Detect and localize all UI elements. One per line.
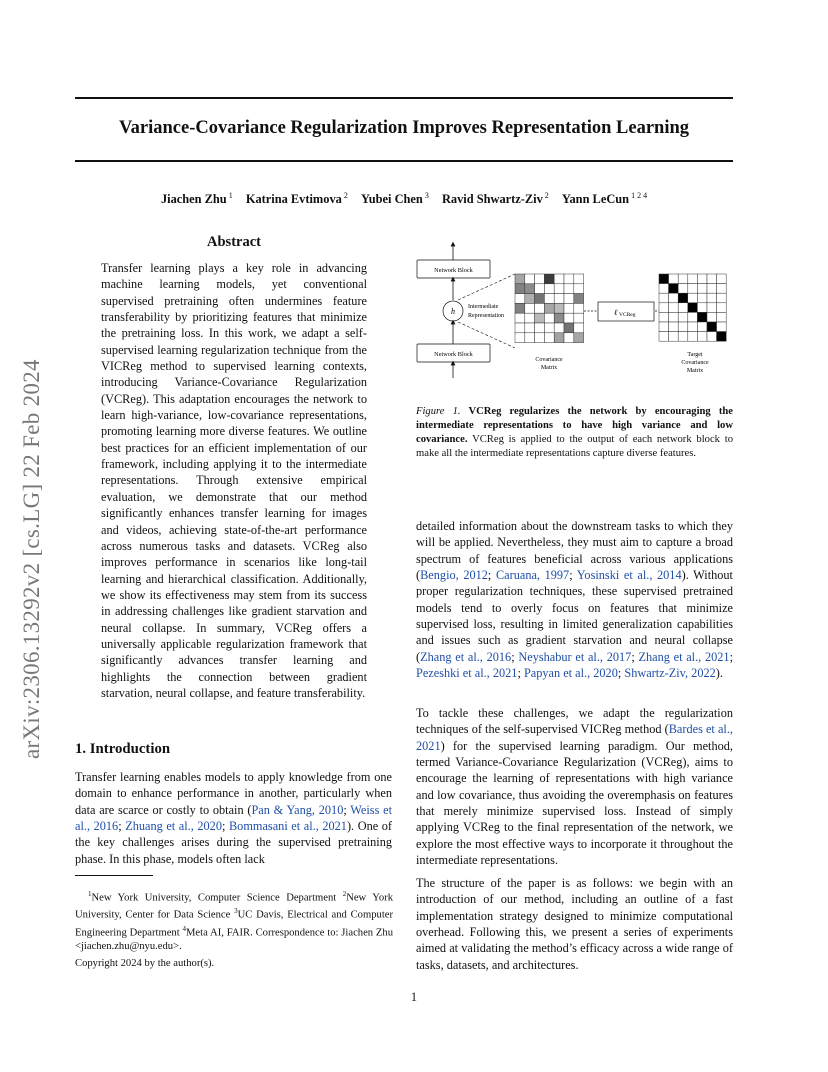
- intro-continued-paragraph: detailed information about the downstream tasks to which they will be applied. Nevertheless, they must aim to capture a broad spectrum of features beneficial across various applications (Bengio, 2012; Caruana, 1997; Yosinski et al., 2014). Without proper regularization techniques, these supervised pretrained models tend to overly focus on features that minimize supervised loss, resulting in limited generalization capabilities and issues such as gradient starvation and neural collapse (Zhang et al., 2016; Neyshabur et al., 2017; Zhang et al., 2021; Pezeshki et al., 2021; Papyan et al., 2020; Shwartz-Ziv, 2022).: [416, 519, 733, 681]
- introduction-heading: 1. Introduction: [75, 741, 171, 757]
- matrix-cell: [697, 293, 707, 303]
- matrix-cell: [554, 303, 564, 313]
- network-block-top-label: Network Block: [434, 267, 473, 274]
- matrix-cell: [515, 294, 525, 304]
- citation-link[interactable]: Pezeshki et al., 2021: [416, 666, 518, 681]
- matrix-cell: [697, 322, 707, 332]
- matrix-cell: [717, 284, 727, 294]
- matrix-cell: [669, 303, 679, 313]
- citation-link[interactable]: Zhang et al., 2016: [420, 649, 512, 664]
- author: Jiachen Zhu $^1$: [160, 191, 233, 207]
- matrix-cell: [669, 293, 679, 303]
- loss-symbol: ℓ: [614, 308, 618, 317]
- matrix-cell: [697, 332, 707, 342]
- matrix-cell: [554, 333, 564, 343]
- matrix-cell: [659, 274, 669, 284]
- matrix-cell: [678, 332, 688, 342]
- footnote-rule: [75, 875, 153, 876]
- matrix-cell: [688, 303, 698, 313]
- matrix-cell: [717, 312, 727, 322]
- matrix-cell: [535, 313, 545, 323]
- citation-link[interactable]: Shwartz-Ziv, 2022: [624, 666, 716, 681]
- matrix-cell: [717, 293, 727, 303]
- matrix-cell: [707, 303, 717, 313]
- matrix-cell: [525, 303, 535, 313]
- matrix-cell: [574, 333, 584, 343]
- matrix-cell: [688, 332, 698, 342]
- matrix-cell: [678, 284, 688, 294]
- matrix-cell: [525, 333, 535, 343]
- figure-1-diagram: [412, 238, 732, 380]
- matrix-cell: [564, 333, 574, 343]
- matrix-cell: [535, 303, 545, 313]
- matrix-cell: [554, 284, 564, 294]
- matrix-cell: [697, 303, 707, 313]
- matrix-cell: [544, 313, 554, 323]
- introduction-text: Transfer learning enables models to apply knowledge from one domain to enhance performance in another, particularly when data are scarce or costly to obtain (Pan & Yang, 2010; Weiss et al., 2016; Zhuang et al., 2020; Bommasani et al., 2021). One of the key challenges arises during the supervised pretraining phase. In this phase, models often lack: [75, 770, 392, 866]
- matrix-cell: [564, 284, 574, 294]
- matrix-cell: [707, 332, 717, 342]
- paper-title: Variance-Covariance Regularization Improves Representation Learning: [118, 118, 690, 138]
- matrix-cell: [564, 313, 574, 323]
- matrix-cell: [564, 323, 574, 333]
- matrix-cell: [659, 284, 669, 294]
- matrix-cell: [535, 284, 545, 294]
- intermediate-label: Intermediate: [468, 304, 499, 310]
- matrix-cell: [515, 323, 525, 333]
- matrix-cell: [678, 274, 688, 284]
- matrix-cell: [544, 323, 554, 333]
- matrix-cell: [574, 284, 584, 294]
- matrix-cell: [688, 312, 698, 322]
- matrix-cell: [574, 274, 584, 284]
- abstract-heading: Abstract: [207, 234, 261, 250]
- target-matrix-label: Matrix: [686, 368, 704, 374]
- citation-link[interactable]: Papyan et al., 2020: [523, 666, 618, 681]
- author-list: [75, 191, 733, 207]
- matrix-cell: [544, 274, 554, 284]
- matrix-cell: [678, 322, 688, 332]
- matrix-cell: [688, 274, 698, 284]
- target-covariance-label: Covariance: [681, 360, 709, 366]
- matrix-cell: [564, 294, 574, 304]
- matrix-cell: [515, 333, 525, 343]
- matrix-cell: [515, 274, 525, 284]
- matrix-cell: [669, 322, 679, 332]
- matrix-cell: [564, 303, 574, 313]
- matrix-cell: [525, 313, 535, 323]
- matrix-cell: [535, 333, 545, 343]
- matrix-cell: [515, 313, 525, 323]
- matrix-cell: [554, 294, 564, 304]
- author: Ravid Shwartz-Ziv $^2$: [441, 191, 549, 207]
- author: Yann LeCun $^{1 2 4}$: [561, 191, 648, 207]
- matrix-cell: [515, 284, 525, 294]
- copyright-notice: Copyright 2024 by the author(s).: [75, 958, 215, 969]
- citation-link[interactable]: Neyshabur et al., 2017: [518, 649, 632, 664]
- matrix-cell: [574, 303, 584, 313]
- matrix-cell: [717, 303, 727, 313]
- abstract-text: Transfer learning plays a key role in advancing machine learning models, yet conventional supervised pretraining often undermines feature transferability by prioritizing features that minimize the pretraining loss. In this work, we adapt a self-supervised learning regularization technique from the VICReg method to supervised learning contexts, introducing Variance-Covariance Regularization (VCReg). This adaptation encourages the network to learn high-variance, low-covariance representations, promoting learning more diverse features. We outline best practices for an efficient implementation of our framework, including applying it to the intermediate representations. Through extensive empirical evaluation, we demonstrate that our method significantly enhances transfer learning for images and videos, achieving state-of-the-art performance across numerous tasks and datasets. VCReg also improves performance in scenarios like long-tail learning and hierarchical classification. Additionally, we show its effectiveness may stem from its success in addressing challenges like gradient starvation and neural collapse. In summary, VCReg offers a universally applicable regularization framework that significantly advances transfer learning and highlights the connection between gradient starvation, neural collapse, and feature transferability.: [101, 261, 367, 700]
- matrix-cell: [678, 303, 688, 313]
- matrix-cell: [659, 293, 669, 303]
- citation-link[interactable]: Bengio, 2012: [420, 568, 488, 583]
- matrix-cell: [525, 284, 535, 294]
- loss-subscript: VCReg: [619, 312, 636, 318]
- matrix-cell: [659, 332, 669, 342]
- matrix-cell: [544, 284, 554, 294]
- arxiv-identifier: arXiv:2306.13292v2 [cs.LG] 22 Feb 2024: [19, 359, 44, 759]
- matrix-cell: [688, 284, 698, 294]
- vcreg-method-paragraph: To tackle these challenges, we adapt the regularization techniques of the self-supervised VICReg method (Bardes et al., 2021) for the supervised learning paradigm. Our method, termed Variance-Covariance Regularization (VCReg), aims to encourage the learning of representations with high variance and low covariance, thus avoiding the overemphasis on features that merely minimize supervised loss. Instead of simply applying VCReg to the final representation of the network, we explore the most effective ways to incorporate it throughout the intermediate representations.: [416, 706, 733, 868]
- matrix-cell: [688, 293, 698, 303]
- author: Katrina Evtimova $^2$: [245, 191, 348, 207]
- figure-1-caption: Figure 1. VCReg regularizes the network by encouraging the intermediate representations to have high variance and low covariance. VCReg is applied to the output of each network block to make all the intermediate representations capture diverse features.: [416, 406, 733, 459]
- network-block-bottom-label: Network Block: [434, 351, 473, 358]
- citation-link[interactable]: Weiss et al., 2016: [75, 802, 392, 834]
- covariance-label: Covariance: [535, 357, 563, 363]
- representation-label: Representation: [468, 313, 504, 319]
- matrix-cell: [697, 312, 707, 322]
- matrix-cell: [525, 274, 535, 284]
- matrix-cell: [678, 293, 688, 303]
- matrix-cell: [525, 294, 535, 304]
- title-bottom-rule: [75, 160, 733, 162]
- page-number: 1: [410, 990, 418, 1004]
- covariance-matrix-label: Matrix: [540, 365, 558, 371]
- matrix-cell: [707, 312, 717, 322]
- title-top-rule: [75, 97, 733, 99]
- matrix-cell: [717, 322, 727, 332]
- matrix-cell: [688, 322, 698, 332]
- matrix-cell: [669, 284, 679, 294]
- matrix-cell: [678, 312, 688, 322]
- matrix-cell: [544, 294, 554, 304]
- citation-link[interactable]: Yosinski et al., 2014: [576, 568, 682, 583]
- matrix-cell: [515, 303, 525, 313]
- target-label: Target: [687, 352, 703, 358]
- covariance-matrix: [515, 274, 584, 343]
- matrix-cell: [697, 274, 707, 284]
- matrix-cell: [554, 313, 564, 323]
- matrix-cell: [544, 333, 554, 343]
- matrix-cell: [525, 323, 535, 333]
- matrix-cell: [535, 323, 545, 333]
- matrix-cell: [707, 293, 717, 303]
- matrix-cell: [659, 322, 669, 332]
- citation-link[interactable]: Pan & Yang, 2010: [251, 802, 344, 817]
- citation-link[interactable]: Zhuang et al., 2020: [125, 819, 222, 834]
- paper-structure-paragraph: The structure of the paper is as follows: we begin with an introduction of our method, including an outline of a fast implementation strategy designed to minimize computational overhead. Following this, we present a series of experiments aimed at validating the method’s efficacy across a wide range of tasks, datasets, and architectures.: [416, 876, 733, 972]
- matrix-cell: [574, 323, 584, 333]
- matrix-cell: [554, 323, 564, 333]
- citation-link[interactable]: Bardes et al., 2021: [416, 722, 733, 753]
- citation-link[interactable]: Caruana, 1997: [495, 568, 570, 583]
- matrix-cell: [697, 284, 707, 294]
- citation-link[interactable]: Bommasani et al., 2021: [228, 819, 347, 834]
- matrix-cell: [544, 303, 554, 313]
- matrix-cell: [669, 332, 679, 342]
- matrix-cell: [669, 274, 679, 284]
- matrix-cell: [574, 294, 584, 304]
- author: Yubei Chen $^3$: [360, 191, 429, 207]
- affiliation-footnote: $^1$New York University, Computer Science Department $^2$New York University, Center for Data Science $^3$UC Davis, Electrical and Computer Engineering Department $^4$Meta AI, FAIR. Correspondence to: Jiachen Zhu <jiachen.zhu@nyu.edu>.: [75, 890, 393, 952]
- matrix-cell: [659, 312, 669, 322]
- matrix-cell: [659, 303, 669, 313]
- matrix-cell: [574, 313, 584, 323]
- matrix-cell: [535, 294, 545, 304]
- matrix-cell: [707, 274, 717, 284]
- h-label: h: [451, 307, 455, 316]
- matrix-cell: [707, 284, 717, 294]
- matrix-cell: [717, 274, 727, 284]
- target-covariance-matrix: [659, 274, 726, 341]
- citation-link[interactable]: Zhang et al., 2021: [638, 649, 730, 664]
- matrix-cell: [707, 322, 717, 332]
- matrix-cell: [554, 274, 564, 284]
- matrix-cell: [564, 274, 574, 284]
- matrix-cell: [535, 274, 545, 284]
- matrix-cell: [717, 332, 727, 342]
- matrix-cell: [669, 312, 679, 322]
